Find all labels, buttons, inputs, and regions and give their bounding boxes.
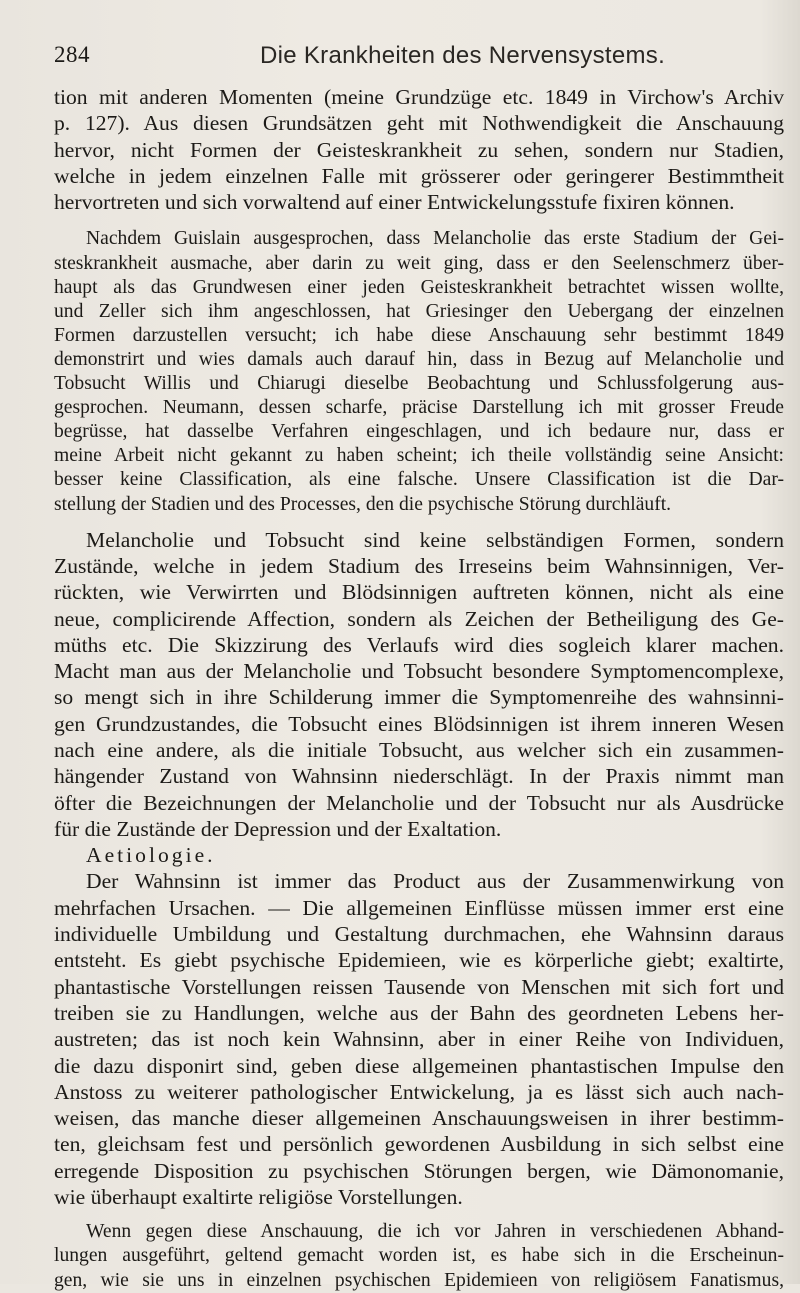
text-line: austreten; das ist noch kein Wahnsinn, aber in einer Reihe von Individuen, [54,1027,784,1052]
text-line: stellung der Stadien und des Processes, den die psychische Störung durchläuft. [54,493,672,515]
text-line: besser keine Classification, als eine falsche. Unsere Classification ist die Dar- [54,469,784,491]
paragraph-4 [54,868,784,1210]
text-line: öfter die Bezeichnungen der Melancholie und der Tobsucht nur als Ausdrücke [54,790,784,815]
text-line: weisen, das manche dieser allgemeinen Anschauungsweisen in ihrer bestimm- [54,1106,784,1131]
text-line: Formen darzustellen versucht; ich habe diese Anschauung sehr bestimmt 1849 [54,324,784,346]
text-line: hervortreten und sich vorwaltend auf einer Entwickelungsstufe fixiren können. [54,190,735,215]
text-line: so mengt sich in ihre Schilderung immer die Symptomenreihe des wahnsinni- [54,685,784,710]
text-line: entsteht. Es giebt psychische Epidemieen, wie es körperliche giebt; exaltirte, [54,948,784,973]
running-title: Die Krankheiten des Nervensystems. [260,42,666,69]
text-line: lungen ausgeführt, geltend gemacht worden ist, es habe sich in die Erscheinun- [54,1245,784,1267]
text-line: Nachdem Guislain ausgesprochen, dass Melancholie das erste Stadium der Gei- [86,228,784,250]
text-line: meine Arbeit nicht gekannt zu haben scheint; ich theile vollständig seine Ansicht: [54,445,784,467]
text-line: demonstrirt und wies damals auch darauf hin, dass in Bezug auf Melancholie und [54,348,784,370]
text-line: p. 127). Aus diesen Grundsätzen geht mit Nothwendigkeit die Anschauung [54,111,784,136]
text-line: treiben sie zu Handlungen, welche aus der Bahn des geordneten Lebens her- [54,1000,784,1025]
text-line: hängender Zustand von Wahnsinn niederschlägt. In der Praxis nimmt man [54,764,784,789]
text-line: nach eine andere, als die initiale Tobsucht, aus welcher sich ein zusammen- [54,737,784,762]
text-line: Wenn gegen diese Anschauung, die ich vor Jahren in verschiedenen Abhand- [86,1221,784,1243]
text-line: wie überhaupt exaltirte religiöse Vorstellungen. [54,1185,463,1210]
text-line: steskrankheit ausmache, aber darin zu weit ging, dass er den Seelenschmerz über- [54,252,784,274]
text-line: Tobsucht Willis und Chiarugi dieselbe Beobachtung und Schlussfolgerung aus- [54,373,784,395]
text-line: gen, wie sie uns in einzelnen psychischen Epidemieen von religiösem Fanatismus, [54,1269,784,1291]
text-line: tion mit anderen Momenten (meine Grundzüge etc. 1849 in Virchow's Archiv [54,85,784,109]
text-line: Zustände, welche in jedem Stadium des Irreseins beim Wahnsinnigen, Ver- [54,553,784,578]
page-number: 284 [54,42,90,67]
page-header [54,42,754,76]
page-body [54,84,784,1293]
text-line: mehrfachen Ursachen. — Die allgemeinen Einflüsse müssen immer erst eine [54,895,784,920]
paragraph-2-small [54,227,784,516]
text-line: und Zeller sich ihm angeschlossen, hat Griesinger den Uebergang der einzelnen [54,300,784,322]
text-line: hervor, nicht Formen der Geisteskrankheit zu sehen, sondern nur Stadien, [54,137,784,162]
paragraph-1 [54,84,784,215]
text-line: rückten, wie Verwirrten und Blödsinnigen auftreten können, nicht als eine [54,580,784,605]
text-line: individuelle Umbildung und Gestaltung durchmachen, ehe Wahnsinn daraus [54,922,784,947]
text-line: erregende Disposition zu psychischen Störungen bergen, wie Dämonomanie, [54,1158,784,1183]
text-line: haupt als das Grundwesen einer jeden Geisteskrankheit betrachtet wissen wollte, [54,276,784,298]
text-line: phantastische Vorstellungen reissen Tausende von Menschen mit sich fort und [54,974,784,999]
text-line: welche in jedem einzelnen Falle mit grösserer oder geringerer Bestimmtheit [54,163,784,188]
text-line: begrüsse, hat dasselbe Verfahren eingeschlagen, und ich bedaure nur, dass er [54,421,784,443]
text-line: Macht man aus der Melancholie und Tobsucht besondere Symptomencomplexe, [54,659,784,684]
text-line: müths etc. Die Skizzirung des Verlaufs wird dies sogleich klarer machen. [54,632,784,657]
text-line: Anstoss zu weiterer pathologischer Entwickelung, ja es lässt sich auch nach- [54,1079,784,1104]
text-line: neue, complicirende Affection, sondern als Zeichen der Betheiligung des Ge- [54,606,784,631]
text-line: gen Grundzustandes, die Tobsucht eines Blödsinnigen ist ihrem inneren Wesen [54,711,784,736]
text-line: gesprochen. Neumann, dessen scharfe, präcise Darstellung ich mit grosser Freude [54,397,784,419]
text-line: Der Wahnsinn ist immer das Product aus der Zusammenwirkung von [86,869,784,894]
text-line: für die Zustände der Depression und der Exaltation. [54,816,502,841]
text-line: ten, gleichsam fest und persönlich gewordenen Ausbildung in sich selbst eine [54,1132,784,1157]
section-heading: Aetiologie. [86,843,216,868]
paragraph-3 [54,527,784,843]
text-line: Melancholie und Tobsucht sind keine selbständigen Formen, sondern [86,527,784,552]
paragraph-5-small [54,1220,784,1292]
text-line: die dazu disponirt sind, geben diese allgemeinen phantastischen Impulse den [54,1053,784,1078]
